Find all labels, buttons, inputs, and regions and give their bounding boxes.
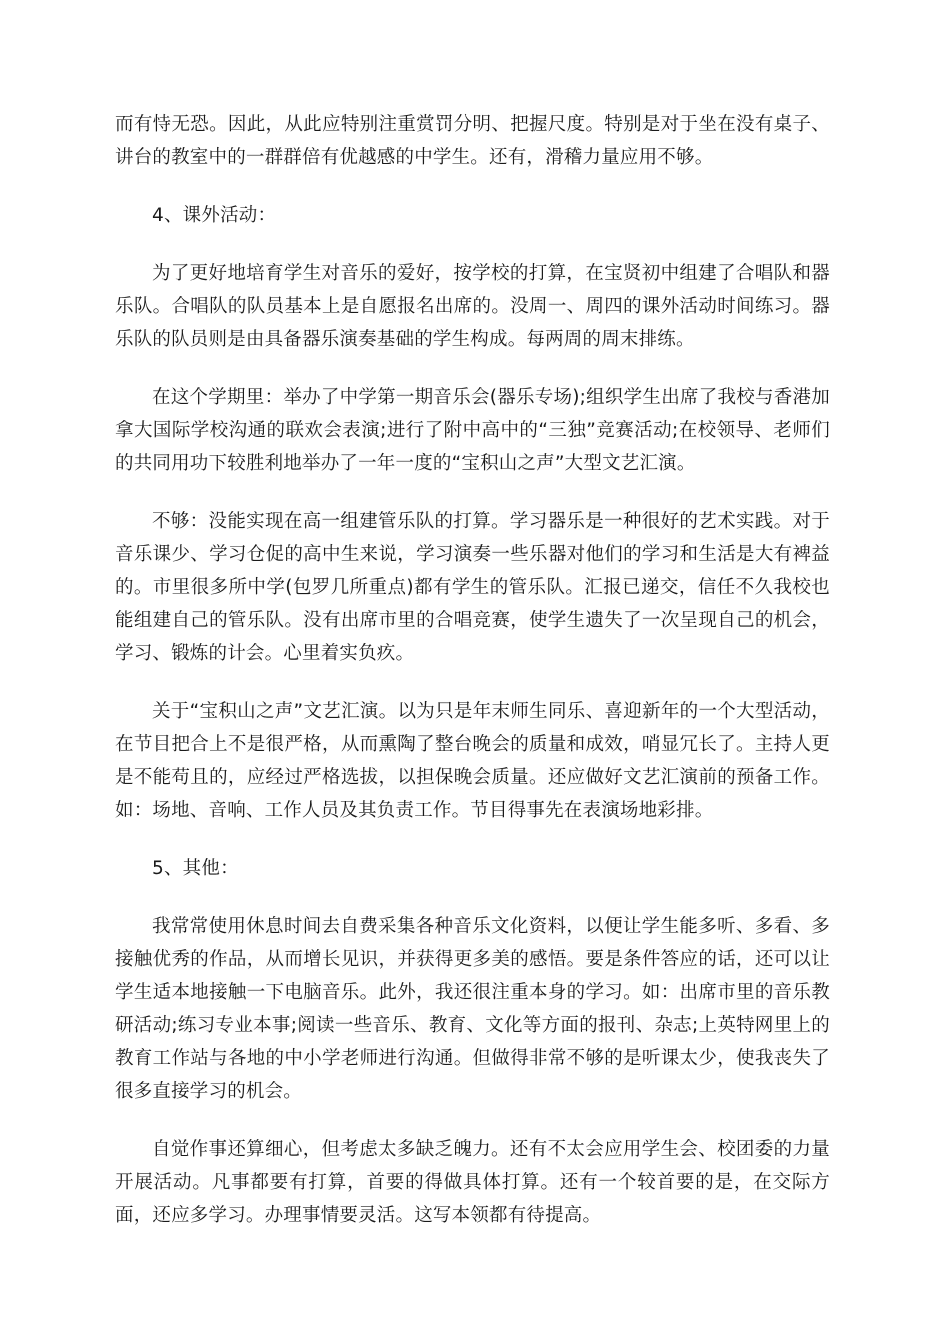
paragraph-self-study: 我常常使用休息时间去自费采集各种音乐文化资料，以便让学生能多听、多看、多接触优秀的作品，从而增长见识，并获得更多美的感悟。要是条件答应的话，还可以让学生适本地接触一下电脑音乐。此外，我还很注重本身的学习。如：出席市里的音乐教研活动;练习专业本事;阅读一些音乐、教育、文化等方面的报刊、杂志;上英特网里上的教育工作站与各地的中小学老师进行沟通。但做得非常不够的是听课太少，使我丧失了很多直接学习的机会。 — [115, 916, 830, 1102]
paragraph-shortcomings: 不够：没能实现在高一组建管乐队的打算。学习器乐是一种很好的艺术实践。对于音乐课少、学习仓促的高中生来说，学习演奏一些乐器对他们的学习和生活是大有裨益的。市里很多所中学(包罗几所重点)都有学生的管乐队。汇报已递交，信任不久我校也能组建自己的管乐队。没有出席市里的合唱竞赛，使学生遗失了一次呈现自己的机会，学习、锻炼的计会。心里着实负疚。 — [115, 511, 830, 664]
section-heading-other: 5、其他： — [152, 858, 239, 879]
paragraph-continuation: 而有恃无恐。因此，从此应特别注重赏罚分明、把握尺度。特别是对于坐在没有桌子、讲台的教室中的一群群倍有优越感的中学生。还有，滑稽力量应用不够。 — [115, 114, 830, 168]
paragraph-semester-activities: 在这个学期里：举办了中学第一期音乐会(器乐专场);组织学生出席了我校与香港加拿大国际学校沟通的联欢会表演;进行了附中高中的“三独”竞赛活动;在校领导、老师们的共同用功下较胜利地举办了一年一度的“宝积山之声”大型文艺汇演。 — [115, 387, 830, 474]
paragraph-self-assessment: 自觉作事还算细心，但考虑太多缺乏魄力。还有不太会应用学生会、校团委的力量开展活动。凡事都要有打算，首要的得做具体打算。还有一个较首要的是，在交际方面，还应多学习。办理事情要灵活。这写本领都有待提高。 — [115, 1139, 830, 1226]
paragraph-choir-band: 为了更好地培育学生对音乐的爱好，按学校的打算，在宝贤初中组建了合唱队和器乐队。合唱队的队员基本上是自愿报名出席的。没周一、周四的课外活动时间练习。器乐队的队员则是由具备器乐演奏基础的学生构成。每两周的周末排练。 — [115, 263, 830, 350]
section-heading-extracurricular: 4、课外活动： — [152, 205, 277, 226]
paragraph-art-show: 关于“宝积山之声”文艺汇演。以为只是年末师生同乐、喜迎新年的一个大型活动，在节目把合上不是很严格，从而熏陶了整台晚会的质量和成效，哨显冗长了。主持人更是不能苟且的，应经过严格选拔，以担保晚会质量。还应做好文艺汇演前的预备工作。如：场地、音响、工作人员及其负责工作。节目得事先在表演场地彩排。 — [115, 701, 830, 821]
document-body — [115, 108, 830, 1257]
